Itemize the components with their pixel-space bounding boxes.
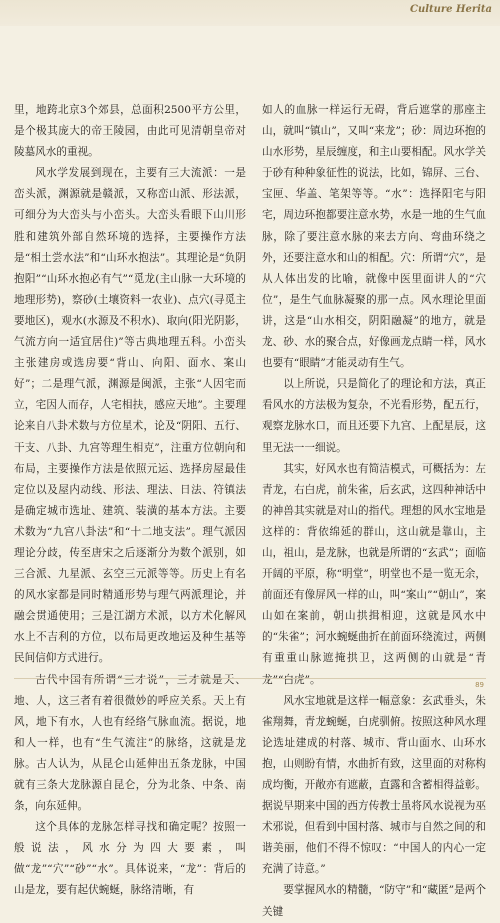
article-paragraph: 风水宝地就是这样一幅意象：玄武垂头，朱雀翔舞，青龙蜿蜒，白虎驯俯。按照这种风水理论选址建成的村落、城市、背山面水、山环水抱，山则盼有情，水曲折有致，这里面的对称构成均衡，开敞亦有遮蔽，直露和含蓄相得益彰。据说早期来中国的西方传教士虽将风水说视为巫术邪说，但看到中国村落、城市与自然之间的和谐美丽，他们不得不惊叹：“中国人的内心一定充满了诗意。” [262, 694, 486, 876]
article-paragraph: 这个具体的龙脉怎样寻找和确定呢？按照一般说法，风水分为四大要素，叫做“龙”“穴”“砂”“水”。具体说来，“龙”：背后的山是龙，要有起伏蜿蜒，脉络清晰，有 [14, 821, 246, 897]
section-header-label: Culture Herita [409, 4, 492, 15]
footer-divider [14, 678, 486, 679]
header-band [0, 0, 500, 26]
article-paragraph: 风水学发展到现在，主要有三大流派：一是峦头派，渊源就是赣派，又称峦山派、形法派，可细分为大峦头与小峦头。大峦头看眼下山川形胜和建筑外部自然环境的选择，主要操作方法是“相土尝水法”和“山环水抱法”。其理论是“负阴抱阳”“山环水抱必有气”“觅龙(主山脉一大环境的地理形势)，察砂(土壤资料一农业)、点穴(寻觅主要地区)，观水(水源及不积水)、取向(阳光阴影，气流方向一适宜居住)”等古典地理五科。小峦头主张建房或选房要“背山、向阳、面水、案山好”；二是理气派，渊源是闽派，主张“人因宅而立，宅因人而存，人宅相扶，感应天地”。主要理论来自八卦术数与方位星术，论及“阴阳、五行、干支、八卦、九宫等理生相克”，注重方位朝向和布局，主要操作方法是依照元运、选择房屋最佳定位以及屋内动线、形法、理法、日法、符镇法是确定城市选址、建筑、装潢的基本方法。主要术数为“九宫八卦法”和“十二地支法”。理气派因理论分歧，传至唐宋之后逐渐分为数个派别，如三合派、九星派、玄空三元派等等。历史上有名的风水家都是同时精通形势与理气两派理论，并融会贯通使用；三是江湖方术派，以方术化解风水上不吉利的方位，以布局更改地运及种生基等民间信仰方式进行。 [14, 167, 246, 665]
right-column [262, 100, 486, 923]
article-paragraph: 以上所说，只是简化了的理论和方法，真正看风水的方法极为复杂，不光看形势，配五行，观察龙脉水口，而且还要下九宫、上配星辰，这里无法一一细说。 [262, 378, 486, 454]
article-paragraph: 古代中国有所谓“三才说”，三才就是天、地、人，这三者有着很微妙的呼应关系。天上有风，地下有水，人也有经络气脉血流。据说，地和人一样，也有“生气流注”的脉络，这就是龙脉。古人认为，从昆仑山延伸出五条龙脉，中国就有三条大龙脉源自昆仑，分为北条、中条、南条，向东延伸。 [14, 673, 246, 813]
page-number: 89 [475, 681, 484, 689]
article-paragraph: 其实，好风水也有简洁模式，可概括为：左青龙，右白虎，前朱雀，后玄武，这四种神话中的神兽其实就是对山的指代。理想的风水宝地是这样的：背依绵延的群山，这山就是靠山，主山，祖山，是龙脉，也就是所谓的“玄武”；面临开阔的平原，称“明堂”，明堂也不是一览无余，前面还有像屏风一样的山，叫“案山”“朝山”，案山如在案前，朝山拱揖相迎，这就是风水中的“朱雀”；河水蜿蜒曲折在前面环绕流过，两侧有重重山脉遮掩拱卫，这两侧的山就是“青龙”“白虎”。 [262, 462, 486, 686]
article-paragraph: 里，地跨北京3个郊县，总面积2500平方公里，是个极其庞大的帝王陵园，由此可见清朝皇帝对陵墓风水的重视。 [14, 104, 246, 159]
article-paragraph: 如人的血脉一样运行无碍，背后遮掌的那座主山，就叫“镇山”，又叫“来龙”；砂：周边环抱的山水形势，星辰缠度，和主山要相配。风水学关于砂有种种象征性的说法，比如，锦屏、三台、宝匣、华盖、笔架等等。“水”：选择阳宅与阳宅，周边环抱都要注意水势，水是一地的生气血脉，除了要注意水脉的来去方向、弯曲环绕之外，还要注意水和山的相配。穴：所谓“穴”，是从人体出发的比喻，就像中医里面讲人的“穴位”，是生气血脉凝聚的那一点。风水理论里面讲，这是“山水相交，阴阳融凝”的地方，就是龙、砂、水的聚合点，好像画龙点睛一样，风水也要有“眼睛”才能灵动有生气。 [262, 104, 486, 370]
left-column [14, 100, 246, 902]
article-paragraph: 要掌握风水的精髓，“防守”和“藏匿”是两个关键 [262, 884, 486, 918]
